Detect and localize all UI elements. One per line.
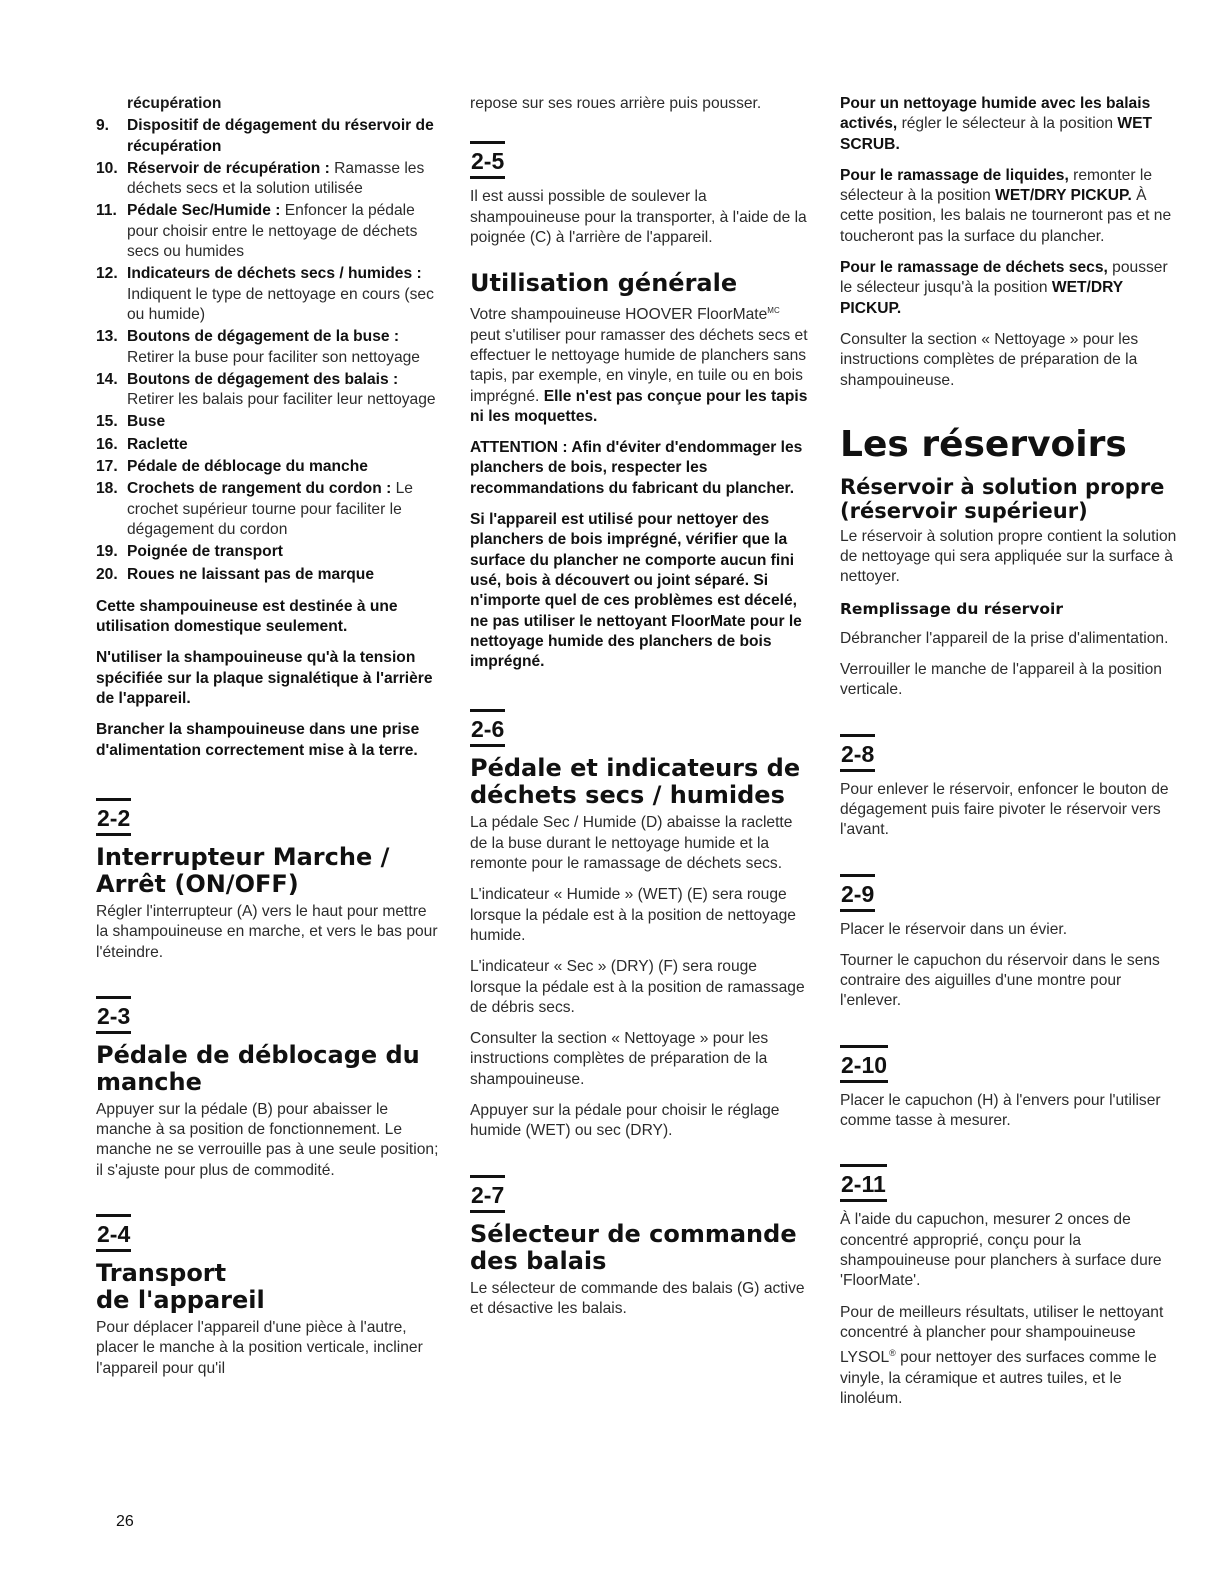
list-item-description: Retirer les balais pour faciliter leur nettoyage [127,391,436,409]
list-item-title: Roues ne laissant pas de marque [127,565,374,583]
parts-list [96,116,441,585]
section-number-2-2: 2-2 [96,798,131,836]
text-sink-1: Placer le réservoir dans un évier. [840,920,1068,938]
list-item-description: Indiquent le type de nettoyage en cours (sec ou humide) [127,285,434,323]
section-number-2-9: 2-9 [840,874,875,912]
list-item-number: 14. [96,370,118,388]
attention-note: ATTENTION : Afin d'éviter d'endommager les planchers de bois, respecter les recommandations du fabricant du plancher. [470,439,803,497]
text-filling-1: Débrancher l'appareil de la prise d'alimentation. [840,629,1169,647]
text-brush-selector: Le sélecteur de commande des balais (G) active et désactive les balais. [470,1279,805,1317]
list-item [96,264,441,325]
text-clean-solution-tank: Le réservoir à solution propre contient la solution de nettoyage qui sera appliquée sur la surface à nettoyer. [840,527,1177,586]
text-measuring-cup: Placer le capuchon (H) à l'envers pour l'utiliser comme tasse à mesurer. [840,1091,1161,1130]
text-wet-dry-pedal-1: La pédale Sec / Humide (D) abaisse la raclette de la buse durant le nettoyage humide et la remonte pour le ramassage de déchets secs. [470,814,793,873]
section-number-2-3: 2-3 [96,996,131,1034]
note-grounding: Brancher la shampouineuse dans une prise d'alimentation correctement mise à la terre. [96,721,420,759]
text-lysol-cleaner: Pour de meilleurs résultats, utiliser le nettoyant concentré à plancher pour shampouineuse LYSOL® pour nettoyer des surfaces comme le vinyle, la céramique et autres tuiles, et le linoléum. [840,1303,1164,1407]
column-left [96,94,441,1390]
list-item-title: Crochets de rangement du cordon : [127,480,392,498]
section-number-2-6: 2-6 [470,709,505,747]
note-voltage: N'utiliser la shampouineuse qu'à la tension spécifiée sur la plaque signalétique à l'arrière de l'appareil. [96,649,433,708]
heading-clean-solution-tank: Réservoir à solution propre (réservoir supérieur) [840,474,1165,523]
warning-note: Si l'appareil est utilisé pour nettoyer des planchers de bois imprégné, vérifier que la surface du plancher ne comporte aucun fini usé, bois à découvert ou joint séparé. Si n'importe quel de ces problèmes est décelé, ne pas utiliser le nettoyant FloorMate pour le nettoyage humide des planchers de bois imprégné. [470,511,802,671]
text-wet-dry-pedal-4: Consulter la section « Nettoyage » pour les instructions complètes de préparation de la shampouineuse. [470,1030,769,1088]
text-measure-concentrate: À l'aide du capuchon, mesurer 2 onces de concentré approprié, conçu pour la shampouineuse pour planchers à surface dure 'FloorMate'. [840,1211,1162,1290]
list-item-title: Buse [127,413,166,431]
list-item-title: Pédale Sec/Humide : [127,202,281,220]
heading-transport: Transport de l'appareil [96,1258,265,1314]
list-item [96,370,441,411]
list-item [96,435,441,455]
list-item-number: 13. [96,328,118,346]
section-number-2-11: 2-11 [840,1164,887,1202]
section-number-2-8: 2-8 [840,734,875,772]
list-item-description: Ramasse les déchets secs et la solution utilisée [127,159,425,198]
text-wet-dry-pedal-2: L'indicateur « Humide » (WET) (E) sera rouge lorsque la pédale est à la position de nettoyage humide. [470,886,796,944]
text-on-off-switch: Régler l'interrupteur (A) vers le haut pour mettre la shampouineuse en marche, et vers le bas pour l'éteindre. [96,902,438,961]
list-item [96,412,441,432]
list-item-number: 11. [96,202,117,220]
heading-filling-tank: Remplissage du réservoir [840,599,1064,618]
list-item-number: 12. [96,265,118,283]
heading-wet-dry-pedal: Pédale et indicateurs de déchets secs / humides [470,754,801,810]
text-general-use: Votre shampouineuse HOOVER FloorMate$^{MC}$ peut s'utiliser pour ramasser des déchets secs et effectuer le nettoyage humide de planchers sans tapis, par exemple, en vinyle, en tuile ou en bois imprégné. Elle n'est pas conçue pour les tapis ni les moquettes. [470,306,808,425]
text-dry-pickup: Pour le ramassage de déchets secs, pousser le sélecteur jusqu'à la position WET/DRY PICKUP. [840,259,1168,317]
list-item-number: 10. [96,159,118,177]
list-item [96,159,441,200]
heading-general-use: Utilisation générale [470,269,738,298]
list-item-description: Le crochet supérieur tourne pour faciliter le dégagement du cordon [127,480,413,538]
list-item-title: Boutons de dégagement des balais : [127,370,399,388]
list-item [96,201,441,262]
text-wet-scrub: Pour un nettoyage humide avec les balais activés, régler le sélecteur à la position WET SCRUB. [840,95,1153,153]
list-item-title: Dispositif de dégagement du réservoir de récupération [127,117,434,155]
section-number-2-4: 2-4 [96,1214,131,1252]
list-item-title: Réservoir de récupération : [127,159,330,177]
list-item [96,116,441,157]
note-domestic: Cette shampouineuse est destinée à une utilisation domestique seulement. [96,597,398,636]
section-number-2-5: 2-5 [470,141,505,179]
heading-handle-release-pedal: Pédale de déblocage du manche [96,1040,420,1096]
column-middle [470,94,810,1330]
text-transport: Pour déplacer l'appareil d'une pièce à l'autre, placer le manche à la position verticale, incliner l'appareil pour qu'il [96,1318,423,1377]
text-see-cleaning: Consulter la section « Nettoyage » pour les instructions complètes de préparation de la shampouineuse. [840,330,1139,389]
text-lift-carry: Il est aussi possible de soulever la shampouineuse pour la transporter, à l'aide de la poignée (C) à l'arrière de l'appareil. [470,188,807,246]
list-item-number: 16. [96,435,118,453]
text-remove-tank: Pour enlever le réservoir, enfoncer le bouton de dégagement puis faire pivoter le réservoir vers l'avant. [840,780,1169,839]
list-item [96,479,441,540]
list-item-title: Boutons de dégagement de la buse : [127,328,400,346]
heading-brush-selector: Sélecteur de commande des balais [470,1219,797,1275]
text-wet-dry-pedal-5: Appuyer sur la pédale pour choisir le réglage humide (WET) ou sec (DRY). [470,1101,780,1140]
text-filling-2: Verrouiller le manche de l'appareil à la position verticale. [840,661,1162,699]
list-item-title: Indicateurs de déchets secs / humides : [127,265,422,283]
list-item-description: Retirer la buse pour faciliter son nettoyage [127,348,420,366]
section-number-2-7: 2-7 [470,1175,505,1213]
list-item-number: 15. [96,413,118,431]
section-number-2-10: 2-10 [840,1045,888,1083]
text-handle-release-pedal: Appuyer sur la pédale (B) pour abaisser le manche à sa position de fonctionnement. Le manche ne se verrouille pas à une seule position; il s'ajuste pour plus de commodité. [96,1100,439,1179]
page-number: 26 [116,1513,134,1530]
list-item-title: Poignée de transport [127,543,283,561]
text-sink-2: Tourner le capuchon du réservoir dans le sens contraire des aiguilles d'une montre pour l'enlever. [840,951,1160,1010]
list-item [96,457,441,477]
list-item-title: Raclette [127,435,188,453]
text-wet-dry-pedal-3: L'indicateur « Sec » (DRY) (F) sera rouge lorsque la pédale est à la position de ramassage de débris secs. [470,958,805,1016]
list-item-number: 9. [96,117,110,135]
text-transport-continued: repose sur ses roues arrière puis pousser. [470,95,762,112]
list-item-number: 20. [96,565,118,583]
column-right [840,94,1180,1420]
list-item [96,542,441,562]
heading-tanks: Les réservoirs [840,423,1127,465]
list-item-title: Pédale de déblocage du manche [127,458,368,476]
list-continuation: récupération [127,95,222,112]
text-liquid-pickup: Pour le ramassage de liquides, remonter le sélecteur à la position WET/DRY PICKUP. À cette position, les balais ne tourneront pas et ne toucheront pas la surface du plancher. [840,166,1172,245]
list-item [96,565,441,585]
list-item [96,327,441,368]
list-item-number: 19. [96,543,118,561]
list-item-description: Enfoncer la pédale pour choisir entre le nettoyage de déchets secs ou humides [127,202,418,261]
list-item-number: 17. [96,458,118,476]
list-item-number: 18. [96,480,118,498]
heading-on-off-switch: Interrupteur Marche / Arrêt (ON/OFF) [96,842,390,898]
